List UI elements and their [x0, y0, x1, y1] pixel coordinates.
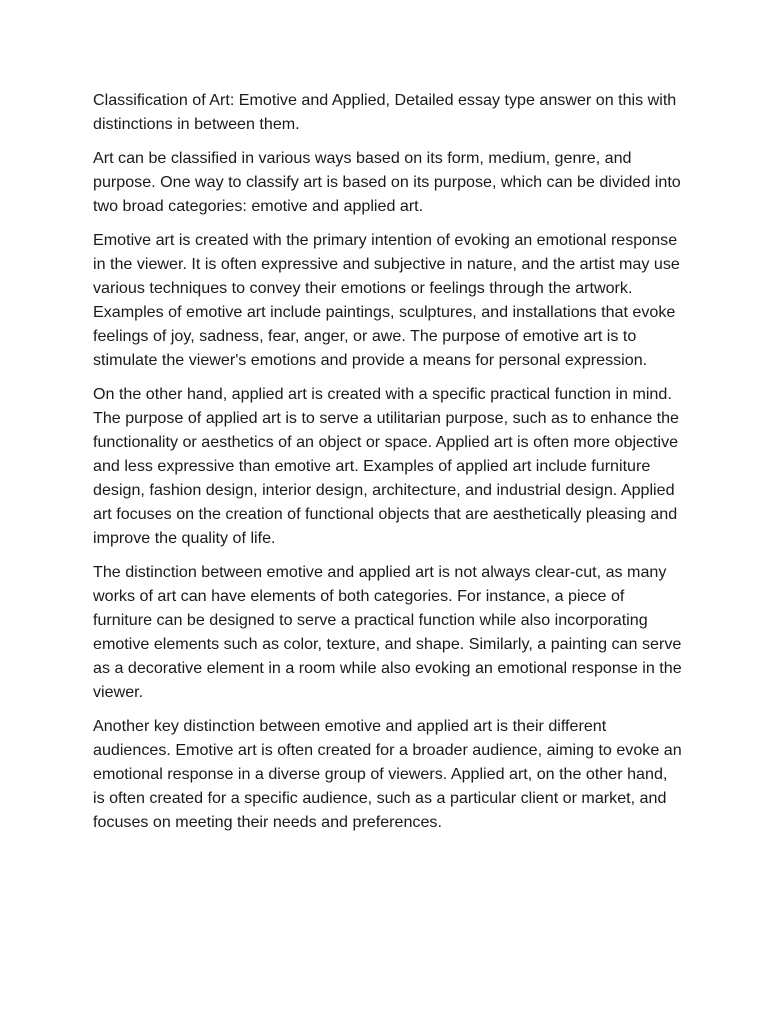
- paragraph-audiences: Another key distinction between emotive and applied art is their different audiences. Emotive art is often created for a broader audience, aiming to evoke an emotional response in a diverse group of viewers. Applied art, on the other hand, is often created for a specific audience, such as a particular client or market, and focuses on meeting their needs and preferences.: [93, 717, 682, 831]
- document-body: [93, 88, 683, 844]
- document-heading: Classification of Art: Emotive and Applied, Detailed essay type answer on this with distinctions in between them.: [93, 91, 677, 133]
- paragraph-intro: Art can be classified in various ways based on its form, medium, genre, and purpose. One way to classify art is based on its purpose, which can be divided into two broad categories: emotive and applied art.: [93, 149, 681, 215]
- paragraph-emotive-art: Emotive art is created with the primary intention of evoking an emotional response in the viewer. It is often expressive and subjective in nature, and the artist may use various techniques to convey their emotions or feelings through the artwork. Examples of emotive art include paintings, sculptures, and installations that evoke feelings of joy, sadness, fear, anger, or awe. The purpose of emotive art is to stimulate the viewer's emotions and provide a means for personal expression.: [93, 231, 680, 369]
- paragraph-distinction: The distinction between emotive and applied art is not always clear-cut, as many works of art can have elements of both categories. For instance, a piece of furniture can be designed to serve a practical function while also incorporating emotive elements such as color, texture, and shape. Similarly, a painting can serve as a decorative element in a room while also evoking an emotional response in the viewer.: [93, 563, 682, 701]
- paragraph-applied-art: On the other hand, applied art is created with a specific practical function in mind. The purpose of applied art is to serve a utilitarian purpose, such as to enhance the functionality or aesthetics of an object or space. Applied art is often more objective and less expressive than emotive art. Examples of applied art include furniture design, fashion design, interior design, architecture, and industrial design. Applied art focuses on the creation of functional objects that are aesthetically pleasing and improve the quality of life.: [93, 385, 679, 547]
